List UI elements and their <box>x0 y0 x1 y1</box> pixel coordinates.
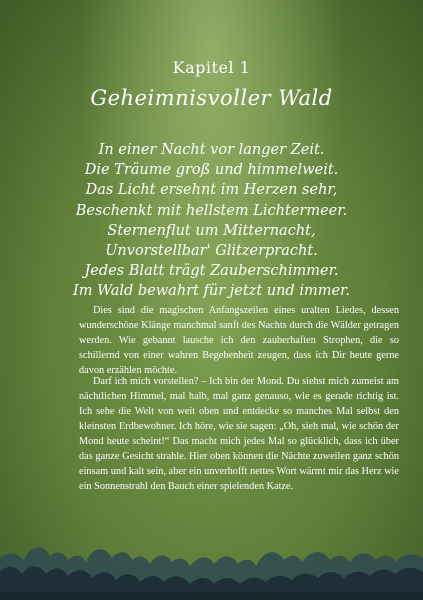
poem-line: Unvorstellbar' Glitzerpracht. <box>105 243 318 260</box>
poem <box>0 140 423 302</box>
story-paragraph-1: Dies sind die magischen Anfangszeilen eines uralten Liedes, dessen wunderschöne Klänge manchmal sanft des Nachts durch die Wälder getragen werden. Wie gebannt lausche ich den zauberhaften Strophen, die so schillernd von einer wahren Begebenheit zeugen, dass ich Dir heute gerne davon erzählen möchte. <box>79 305 399 376</box>
chapter-title: Geheimnisvoller Wald <box>90 86 333 110</box>
poem-line: Jedes Blatt trägt Zauberschimmer. <box>84 263 339 280</box>
poem-line: Beschenkt mit hellstem Lichtermeer. <box>75 202 348 219</box>
story-paragraph-2: Darf ich mich vorstellen? – Ich bin der Mond. Du siehst mich zumeist am nächtlichen Himmel, mal halb, mal ganz genauso, wie es gerade richtig ist. Ich sehe die Welt von weit oben und entdecke so manches Mal selbst den kleinsten Erdbewohner. Ich höre, wie sie sagen: „Oh, sieh mal, wie schön der Mond heute scheint!“ Das macht mich jedes Mal so glücklich, dass ich über das ganze Gesicht strahle. Hier oben können die Nächte zuweilen ganz schön einsam und kalt sein, aber ein unverhofft nettes Wort wärmt mir das Herz wie ein Sonnenstrahl den Bauch einer spielenden Katze. <box>79 376 399 492</box>
forest-illustration <box>0 520 423 600</box>
poem-line: Das Licht ersehnt im Herzen sehr, <box>85 182 338 199</box>
poem-line: Die Träume groß und himmelweit. <box>84 162 339 179</box>
chapter-number: Kapitel 1 <box>172 58 251 77</box>
poem-line: Sternenflut um Mitternacht, <box>107 222 316 239</box>
poem-line: Im Wald bewahrt für jetzt und immer. <box>73 283 350 300</box>
poem-line: In einer Nacht vor langer Zeit. <box>98 142 325 158</box>
